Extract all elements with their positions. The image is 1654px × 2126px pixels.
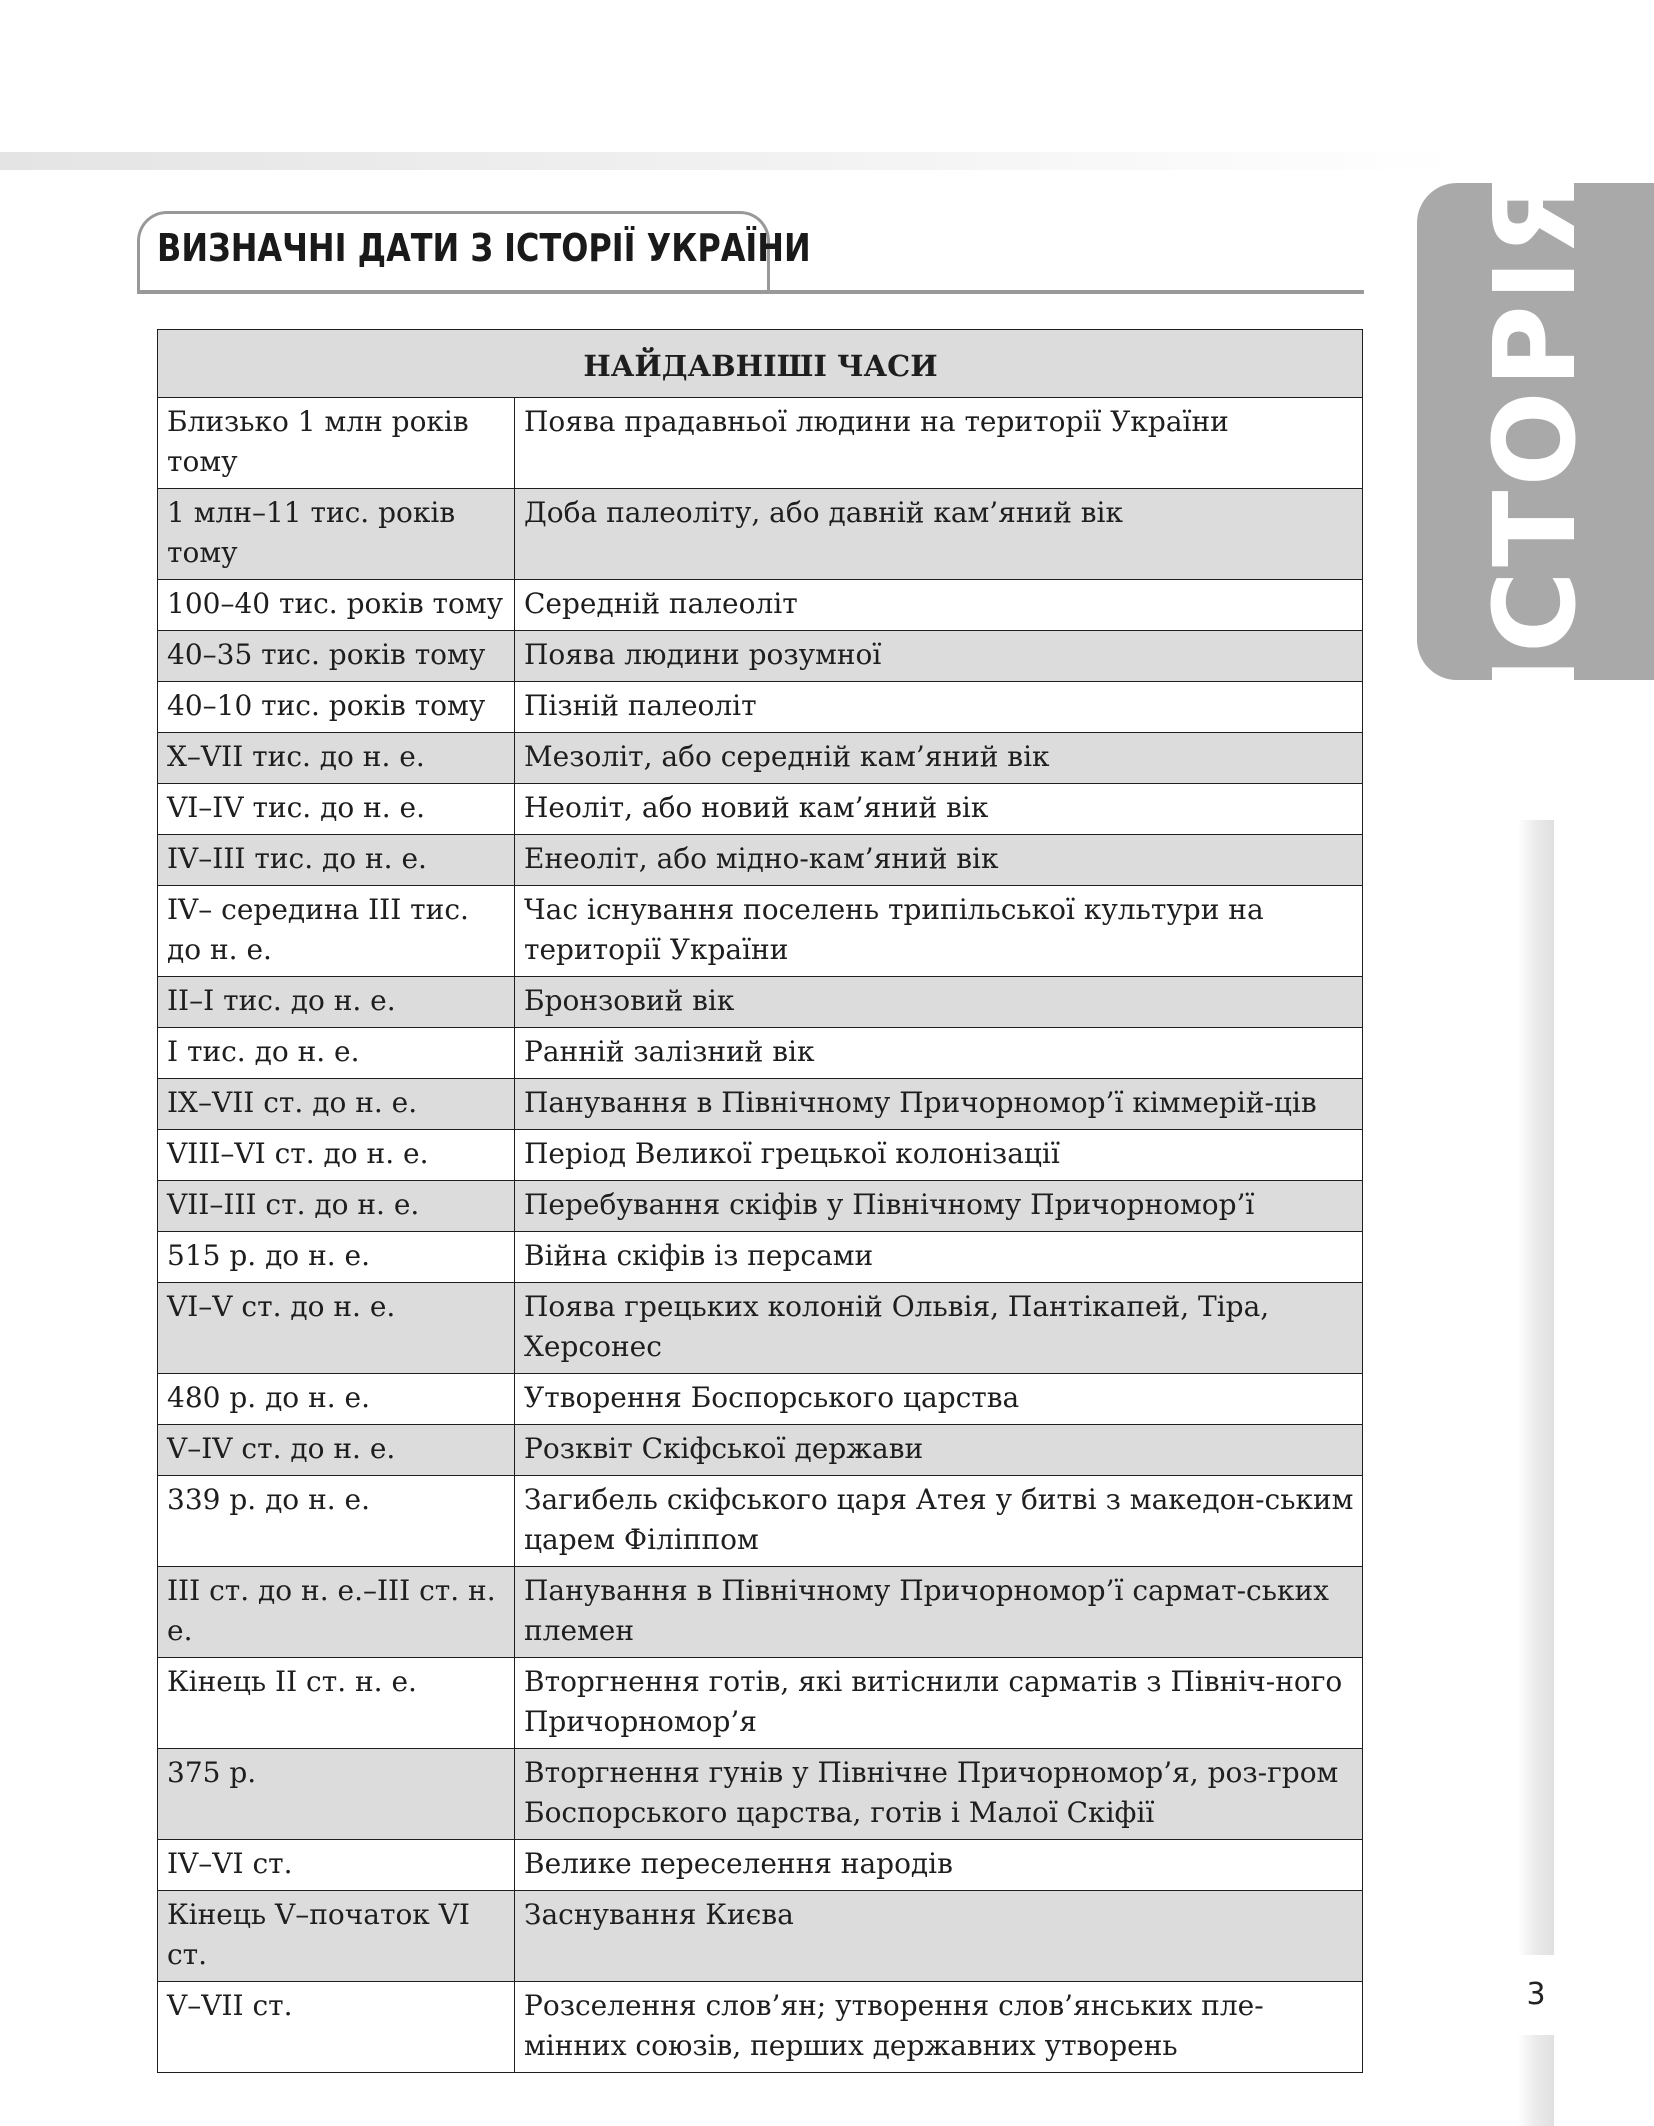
event-cell: Неоліт, або новий кам’яний вік [515,784,1363,835]
event-cell: Період Великої грецької колонізації [515,1130,1363,1181]
date-cell: 40–35 тис. років тому [158,631,515,682]
table-row [158,1425,1363,1476]
date-cell: V–VII ст. [158,1982,515,2073]
date-cell: II–I тис. до н. е. [158,977,515,1028]
event-cell: Розквіт Скіфської держави [515,1425,1363,1476]
dates-table [157,329,1363,2073]
table-row [158,1891,1363,1982]
table-row [158,1840,1363,1891]
table-row [158,1567,1363,1658]
table-row [158,398,1363,489]
date-cell: 480 р. до н. е. [158,1374,515,1425]
event-cell: Загибель скіфського царя Атея у битві з македон-ським царем Філіппом [515,1476,1363,1567]
side-tab-label: ІСТОРІЯ [1470,164,1601,699]
date-cell: IV–VI ст. [158,1840,515,1891]
page-number-box [1496,1955,1576,2035]
event-cell: Доба палеоліту, або давній кам’яний вік [515,489,1363,580]
table-row [158,580,1363,631]
date-cell: 1 млн–11 тис. років тому [158,489,515,580]
date-cell: Кінець II ст. н. е. [158,1658,515,1749]
event-cell: Поява прадавньої людини на території України [515,398,1363,489]
table-row [158,835,1363,886]
table-row [158,784,1363,835]
date-cell: 339 р. до н. е. [158,1476,515,1567]
date-cell: I тис. до н. е. [158,1028,515,1079]
table-row [158,1283,1363,1374]
table-row [158,1982,1363,2073]
date-cell: VII–III ст. до н. е. [158,1181,515,1232]
side-decorative-strip [1518,820,1554,2126]
page-number: 3 [1526,1977,1546,2012]
date-cell: VI–IV тис. до н. е. [158,784,515,835]
event-cell: Війна скіфів із персами [515,1232,1363,1283]
event-cell: Розселення слов’ян; утворення слов’янських пле-мінних союзів, перших державних утворень [515,1982,1363,2073]
table-row [158,1476,1363,1567]
date-cell: 375 р. [158,1749,515,1840]
top-decorative-band [0,152,1460,170]
section-side-tab [1417,164,1654,699]
event-cell: Пізній палеоліт [515,682,1363,733]
date-cell: X–VII тис. до н. е. [158,733,515,784]
table-row [158,489,1363,580]
table-row [158,733,1363,784]
date-cell: IV–III тис. до н. е. [158,835,515,886]
table-row [158,886,1363,977]
event-cell: Вторгнення гунів у Північне Причорномор’я, роз-гром Боспорського царства, готів і Малої Скіфії [515,1749,1363,1840]
table-row [158,1658,1363,1749]
event-cell: Заснування Києва [515,1891,1363,1982]
event-cell: Вторгнення готів, які витіснили сарматів з Північ-ного Причорномор’я [515,1658,1363,1749]
event-cell: Панування в Північному Причорномор’ї кіммерій-ців [515,1079,1363,1130]
event-cell: Поява грецьких колоній Ольвія, Пантікапей, Тіра, Херсонес [515,1283,1363,1374]
date-cell: IV– середина III тис. до н. е. [158,886,515,977]
section-header-rule [137,290,1364,294]
date-cell: VIII–VI ст. до н. е. [158,1130,515,1181]
date-cell: Близько 1 млн років тому [158,398,515,489]
event-cell: Мезоліт, або середній кам’яний вік [515,733,1363,784]
table-row [158,1232,1363,1283]
date-cell: VI–V ст. до н. е. [158,1283,515,1374]
table-heading: НАЙДАВНІШІ ЧАСИ [158,330,1363,398]
event-cell: Поява людини розумної [515,631,1363,682]
table-row [158,1374,1363,1425]
section-title: ВИЗНАЧНІ ДАТИ З ІСТОРІЇ УКРАЇНИ [157,226,811,270]
date-cell: 40–10 тис. років тому [158,682,515,733]
date-cell: Кінець V–початок VI ст. [158,1891,515,1982]
event-cell: Середній палеоліт [515,580,1363,631]
date-cell: V–IV ст. до н. е. [158,1425,515,1476]
event-cell: Бронзовий вік [515,977,1363,1028]
table-row [158,1028,1363,1079]
table-row [158,1130,1363,1181]
date-cell: 100–40 тис. років тому [158,580,515,631]
event-cell: Велике переселення народів [515,1840,1363,1891]
table-row [158,977,1363,1028]
event-cell: Ранній залізний вік [515,1028,1363,1079]
table-row [158,1749,1363,1840]
event-cell: Перебування скіфів у Північному Причорномор’ї [515,1181,1363,1232]
table-row [158,631,1363,682]
date-cell: III ст. до н. е.–III ст. н. е. [158,1567,515,1658]
table-row [158,1181,1363,1232]
date-cell: 515 р. до н. е. [158,1232,515,1283]
table-header-row [158,330,1363,398]
event-cell: Час існування поселень трипільської культури на території України [515,886,1363,977]
event-cell: Панування в Північному Причорномор’ї сармат-ських племен [515,1567,1363,1658]
event-cell: Енеоліт, або мідно-кам’яний вік [515,835,1363,886]
table-row [158,1079,1363,1130]
table-row [158,682,1363,733]
table-body [158,398,1363,2073]
event-cell: Утворення Боспорського царства [515,1374,1363,1425]
date-cell: IX–VII ст. до н. е. [158,1079,515,1130]
